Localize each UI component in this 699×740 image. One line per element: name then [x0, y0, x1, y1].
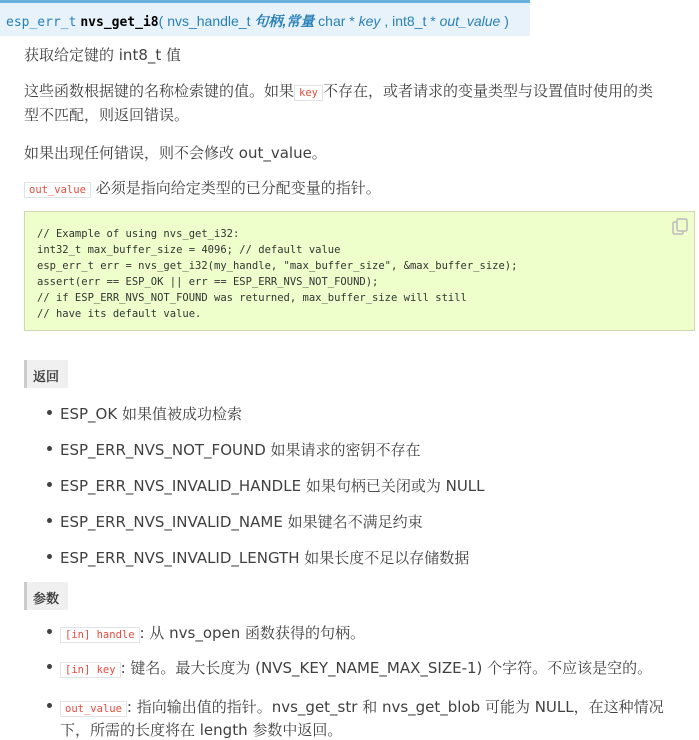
- params-label: 参数: [24, 582, 68, 610]
- param-handle-type[interactable]: nvs_handle_t: [167, 13, 251, 29]
- inline-code-out-value: out_value: [24, 182, 91, 198]
- param-item-key: [in] key : 键名。最大长度为 (NVS_KEY_NAME_MAX_SIZE-1) 个字符。不应该是空的。: [60, 657, 652, 678]
- param-key-type: char: [318, 13, 346, 29]
- description-paragraph: 这些函数根据键的名称检索键的值。如果 key 不存在，或者请求的变量类型与设置值时使用的类: [24, 82, 653, 100]
- bullet-icon: [47, 554, 52, 559]
- param-out-type: int8_t: [392, 13, 427, 29]
- param-item-out-value: out_value : 指向输出值的指针。nvs_get_str 和 nvs_get_blob 可能为 NULL，在这种情况: [60, 696, 664, 717]
- return-type[interactable]: esp_err_t: [6, 15, 77, 30]
- bullet-icon: [47, 629, 52, 634]
- param-code-handle: [in] handle: [60, 627, 140, 643]
- description-out-value-note: out_value 必须是指向给定类型的已分配变量的指针。: [24, 177, 381, 198]
- list-item: ESP_ERR_NVS_NOT_FOUND 如果请求的密钥不存在: [60, 439, 421, 460]
- param-out-name: out_value: [439, 13, 501, 29]
- param-code-out-value: out_value: [60, 701, 127, 717]
- code-example-block[interactable]: [24, 211, 695, 331]
- bullet-icon: [47, 518, 52, 523]
- function-name: nvs_get_i8: [80, 15, 159, 30]
- param-item-handle: [in] handle : 从 nvs_open 函数获得的句柄。: [60, 622, 365, 643]
- code-example-text[interactable]: // Example of using nvs_get_i32: int32_t max_buffer_size = 4096; // default value esp_err_t err = nvs_get_i32(my_handle, "max_buffer_size", &max_buffer_size); assert(err == ESP_OK || err == ESP_ERR_NVS_NOT_FOUND); // if ESP_ERR_NVS_NOT_FOUND was returned, max_buffer_size will still // have its default value.: [37, 228, 518, 320]
- list-item: ESP_ERR_NVS_INVALID_LENGTH 如果长度不足以存储数据: [60, 547, 469, 568]
- description-error-note: 如果出现任何错误，则不会修改 out_value。: [24, 144, 327, 162]
- bullet-icon: [47, 703, 52, 708]
- list-item: ESP_ERR_NVS_INVALID_HANDLE 如果句柄已关闭或为 NULL: [60, 475, 485, 496]
- param-item-out-value-cont: 下，所需的长度将在 length 参数中返回。: [60, 721, 343, 739]
- param-code-key: [in] key: [60, 662, 121, 678]
- bullet-icon: [47, 664, 52, 669]
- bullet-icon: [47, 410, 52, 415]
- inline-code-key: key: [294, 85, 323, 101]
- function-signature: esp_err_t nvs_get_i8( nvs_handle_t 句柄,常量 char * key , int8_t * out_value ): [0, 0, 530, 36]
- description-summary: 获取给定键的 int8_t 值: [24, 46, 182, 64]
- description-paragraph-cont: 型不匹配，则返回错误。: [24, 106, 190, 124]
- copy-icon[interactable]: [672, 218, 688, 236]
- bullet-icon: [47, 482, 52, 487]
- param-handle-name: 句柄,常量: [254, 13, 315, 29]
- list-item: ESP_OK 如果值被成功检索: [60, 403, 242, 424]
- bullet-icon: [47, 446, 52, 451]
- param-key-name: key: [358, 13, 381, 29]
- list-item: ESP_ERR_NVS_INVALID_NAME 如果键名不满足约束: [60, 511, 423, 532]
- returns-label: 返回: [24, 360, 68, 388]
